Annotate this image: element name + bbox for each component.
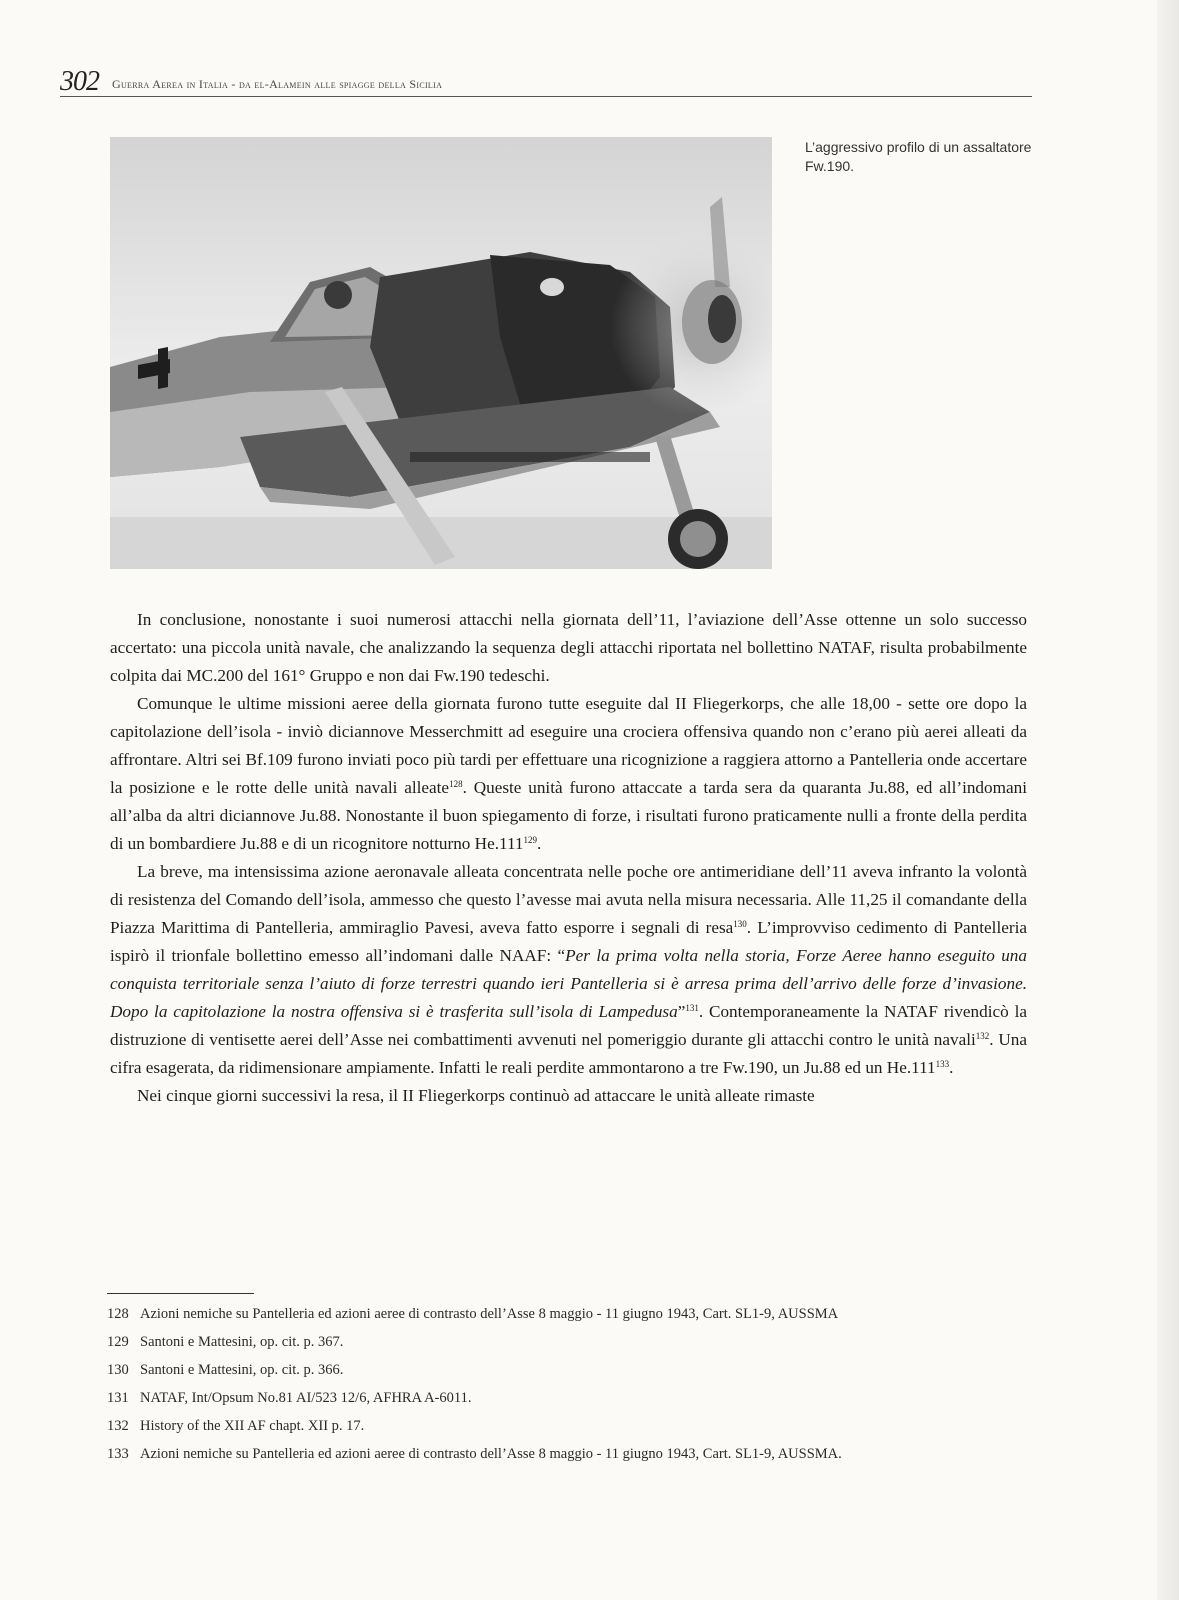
paragraph: Nei cinque giorni successivi la resa, il II Fliegerkorps continuò ad attaccare le unità alleate rimaste <box>137 1086 815 1105</box>
footnote-number: 130 <box>107 1362 129 1378</box>
footnote: 133 Azioni nemiche su Pantelleria ed azioni aeree di contrasto dell’Asse 8 maggio - 11 giugno 1943, Cart. SL1-9, AUSSMA. <box>107 1446 842 1462</box>
footnote-number: 133 <box>107 1446 129 1462</box>
fw190-aircraft-illustration <box>110 137 772 569</box>
running-header <box>60 66 1032 97</box>
photo-caption: L’aggressivo profilo di un assaltatore Fw.190. <box>805 139 1032 174</box>
paragraph: La breve, ma intensissima azione aeronavale alleata concentrata nelle poche ore antimeridiane dell’11 aveva infranto la volontà di resistenza del Comando dell’isola, ammesso che questo l’avesse mai avuta nella misura necessaria. Alle 11,25 il comandante della Piazza Marittima di Pantelleria, ammiraglio Pavesi, aveva fatto esporre i segnali di resa$^{130}$. L’improvviso cedimento di Pantelleria ispirò il trionfale bollettino emesso all’indomani dalle NAAF: “Per la prima volta nella storia, Forze Aeree hanno eseguito una conquista territoriale senza l’aiuto di forze terrestri quando ieri Pantelleria si è arresa prima dell’arrivo delle forze d’invasione. Dopo la capitolazione la nostra offensiva si è trasferita sull’isola di Lampedusa”$^{131}$. Contemporaneamente la NATAF rivendicò la distruzione di ventisette aerei dell’Asse nei combattimenti avvenuti nel pomeriggio durante gli attacchi contro le unità navali$^{132}$. Una cifra esagerata, da ridimensionare ampiamente. Infatti le reali perdite ammontarono a tre Fw.190, un Ju.88 ed un He.111$^{133}$. <box>110 862 1027 1077</box>
footnote-number: 132 <box>107 1418 129 1434</box>
footnote-ref: 132 <box>975 1031 990 1041</box>
footnotes <box>107 1305 1027 1473</box>
paragraph: Comunque le ultime missioni aeree della giornata furono tutte eseguite dal II Fliegerkorps, che alle 18,00 - sette ore dopo la capitolazione dell’isola - inviò diciannove Messerchmitt ad eseguire una crociera offensiva quando non c’erano più aerei alleati da affrontare. Altri sei Bf.109 furono inviati poco più tardi per effettuare una ricognizione a raggiera attorno a Pantelleria onde accertare la posizione e le rotte delle unità navali alleate$^{128}$. Queste unità furono attaccate a tarda sera da quaranta Ju.88, ed all’indomani all’alba da altri diciannove Ju.88. Nonostante il buon spiegamento di forze, i risultati furono praticamente nulli a fronte della perdita di un bombardiere Ju.88 e di un ricognitore notturno He.111$^{129}$. <box>110 694 1027 853</box>
footnote-number: 129 <box>107 1334 129 1350</box>
footnote: 131 NATAF, Int/Opsum No.81 AI/523 12/6, AFHRA A-6011. <box>107 1390 472 1406</box>
footnote-number: 131 <box>107 1390 129 1406</box>
body-text <box>110 606 1027 1110</box>
running-title: Guerra Aerea in Italia - da el-Alamein alle spiagge della Sicilia <box>112 77 443 91</box>
footnote-number: 128 <box>107 1306 129 1322</box>
page-number: 302 <box>60 66 99 97</box>
paragraph: In conclusione, nonostante i suoi numerosi attacchi nella giornata dell’11, l’aviazione dell’Asse ottenne un solo successo accertato: una piccola unità navale, che analizzando la sequenza degli attacchi riportata nel bollettino NATAF, risulta probabilmente colpita dai MC.200 del 161° Gruppo e non dai Fw.190 tedeschi. <box>110 610 1027 685</box>
footnote: 128 Azioni nemiche su Pantelleria ed azioni aeree di contrasto dell’Asse 8 maggio - 11 giugno 1943, Cart. SL1-9, AUSSMA <box>107 1306 839 1322</box>
page-edge-shadow <box>1157 0 1179 1600</box>
footnote: 132 History of the XII AF chapt. XII p. 17. <box>107 1418 365 1434</box>
footnote-ref: 129 <box>523 835 538 845</box>
footnote: 129 Santoni e Mattesini, op. cit. p. 367. <box>107 1334 344 1350</box>
footnote: 130 Santoni e Mattesini, op. cit. p. 366. <box>107 1362 344 1378</box>
fw190-photo <box>110 137 772 569</box>
naaf-quote: Per la prima volta nella storia, Forze Aeree hanno eseguito una conquista territoriale senza l’aiuto di forze terrestri quando ieri Pantelleria si è arresa prima dell’arrivo delle forze d’invasione. Dopo la capitolazione la nostra offensiva si è trasferita sull’isola di Lampedusa <box>110 946 1027 1021</box>
footnote-ref: 128 <box>449 779 463 789</box>
footnote-ref: 133 <box>935 1059 950 1069</box>
footnote-divider <box>107 1293 254 1294</box>
footnote-ref: 130 <box>733 919 747 929</box>
footnote-ref: 131 <box>685 1003 699 1013</box>
